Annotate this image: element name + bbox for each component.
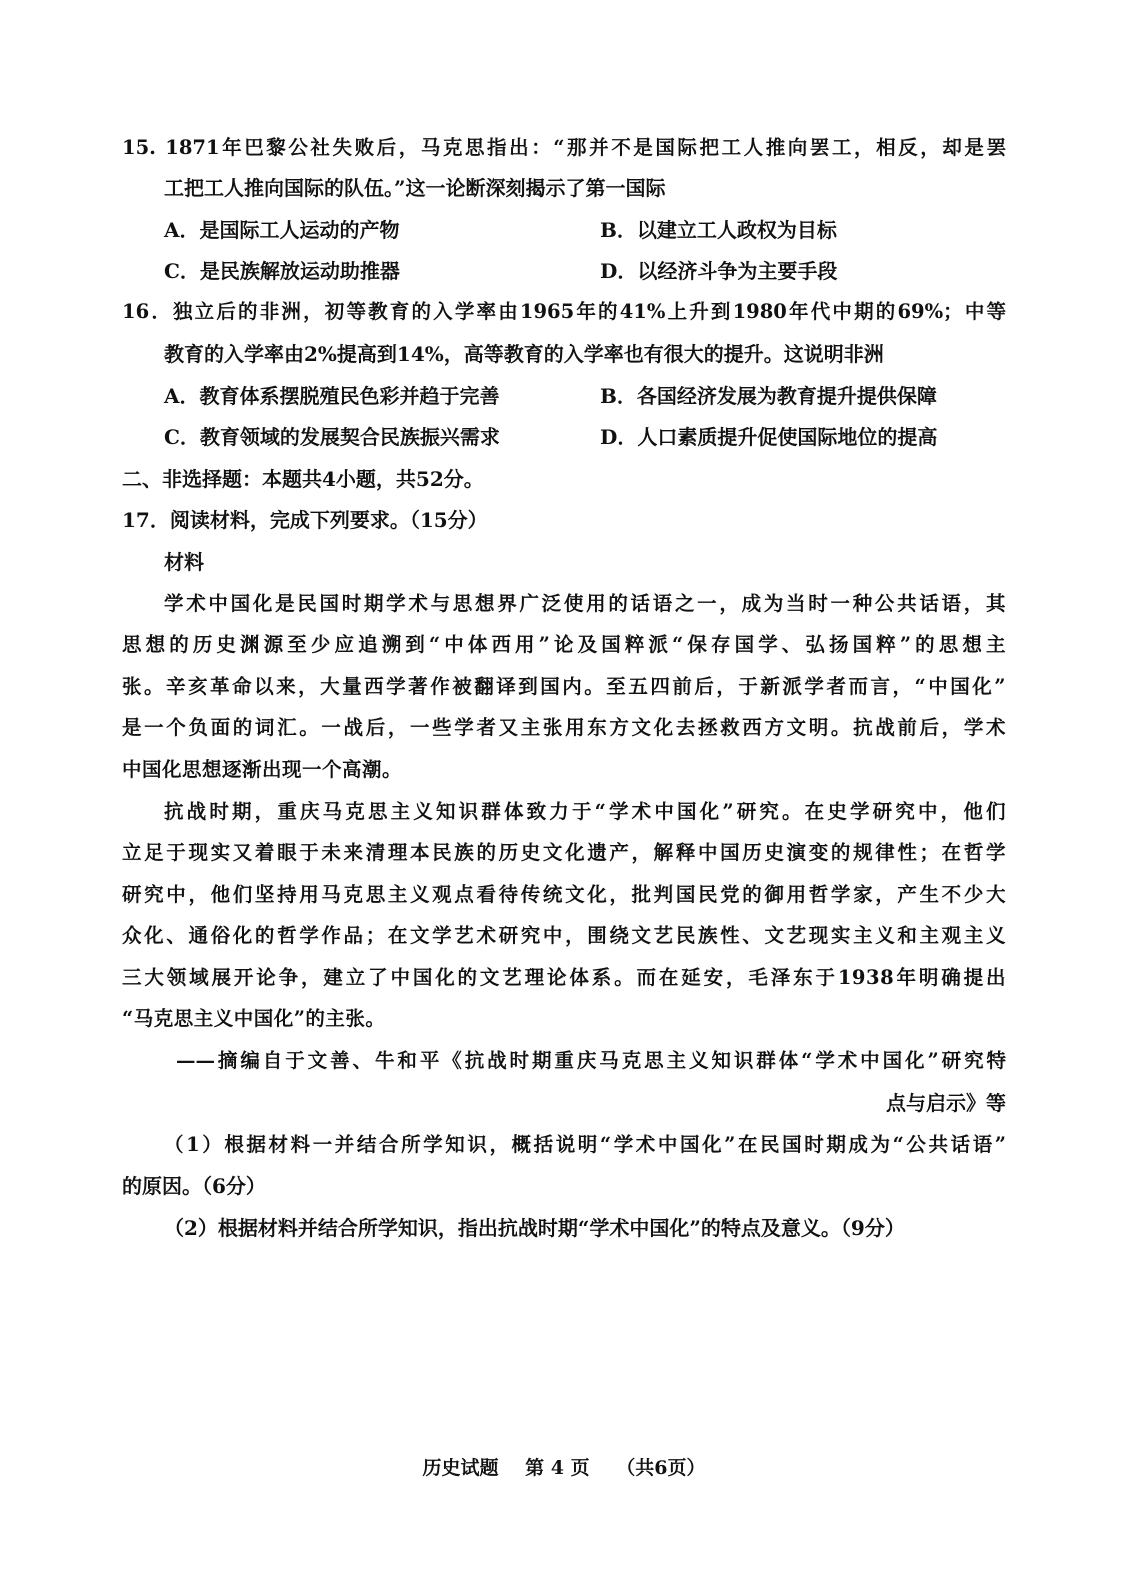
q16-line-2: 教育的入学率由2%提高到14%，高等教育的入学率也有很大的提升。这说明非洲 xyxy=(164,342,884,366)
material-label: 材料 xyxy=(164,550,204,574)
material-para2-line-5: 三大领域展开论争，建立了中国化的文艺理论体系。而在延安，毛泽东于1938年明确提出 xyxy=(122,966,1006,989)
material-para1-line-1: 学术中国化是民国时期学术与思想界广泛使用的话语之一，成为当时一种公共话语，其 xyxy=(164,592,1006,615)
q17-title: 17．阅读材料，完成下列要求。（15分） xyxy=(122,508,488,532)
q15-line-1: 15. 1871年巴黎公社失败后，马克思指出：“那并不是国际把工人推向罢工，相反，却是罢 xyxy=(122,136,1006,159)
q16-option-c: C．教育领域的发展契合民族振兴需求 xyxy=(164,425,500,449)
material-para1-line-5: 中国化思想逐渐出现一个高潮。 xyxy=(122,758,403,781)
q15-option-b: B．以建立工人政权为目标 xyxy=(600,218,837,242)
q16-option-b: B．各国经济发展为教育提升提供保障 xyxy=(600,384,937,408)
source-line-2: 点与启示》等 xyxy=(886,1091,1006,1115)
page-footer xyxy=(0,1453,1128,1480)
material-para1-line-4: 是一个负面的词汇。一战后，一些学者又主张用东方文化去拯救西方文明。抗战前后，学术 xyxy=(122,716,1006,739)
q16-option-a: A．教育体系摆脱殖民色彩并趋于完善 xyxy=(164,384,500,408)
material-para2-line-2: 立足于现实又着眼于未来清理本民族的历史文化遗产，解释中国历史演变的规律性；在哲学 xyxy=(122,841,1006,864)
material-para2-line-3: 研究中，他们坚持用马克思主义观点看待传统文化，批判国民党的御用哲学家，产生不少大 xyxy=(122,883,1006,906)
source-line-1: ——摘编自于文善、牛和平《抗战时期重庆马克思主义知识群体“学术中国化”研究特 xyxy=(176,1049,1006,1072)
footer-page-number: 第 4 页 xyxy=(525,1457,590,1479)
q16-option-d: D．人口素质提升促使国际地位的提高 xyxy=(600,425,938,449)
q15-line-2: 工把工人推向国际的队伍。”这一论断深刻揭示了第一国际 xyxy=(164,176,666,200)
material-para2-line-4: 众化、通俗化的哲学作品；在文学艺术研究中，围绕文艺民族性、文艺现实主义和主观主义 xyxy=(122,924,1006,947)
footer-total-pages: （共6页） xyxy=(616,1457,706,1479)
material-para1-line-2: 思想的历史渊源至少应追溯到“中体西用”论及国粹派“保存国学、弘扬国粹”的思想主 xyxy=(122,633,1006,656)
sub-question-1-line-1: （1）根据材料一并结合所学知识，概括说明“学术中国化”在民国时期成为“公共话语” xyxy=(164,1133,1006,1156)
q16-line-1: 16．独立后的非洲，初等教育的入学率由1965年的41%上升到1980年代中期的69%；中等 xyxy=(122,300,1006,323)
material-para1-line-3: 张。辛亥革命以来，大量西学著作被翻译到国内。至五四前后，于新派学者而言，“中国化” xyxy=(122,675,1006,698)
q15-option-c: C．是民族解放运动助推器 xyxy=(164,259,400,283)
sub-question-2: （2）根据材料并结合所学知识，指出抗战时期“学术中国化”的特点及意义。（9分） xyxy=(164,1216,905,1240)
footer-subject: 历史试题 xyxy=(422,1457,499,1479)
material-para2-line-1: 抗战时期，重庆马克思主义知识群体致力于“学术中国化”研究。在史学研究中，他们 xyxy=(164,800,1006,823)
section-2-heading: 二、非选择题：本题共4小题，共52分。 xyxy=(122,467,484,491)
material-para2-line-6: “马克思主义中国化”的主张。 xyxy=(122,1007,386,1030)
sub-question-1-line-2: 的原因。（6分） xyxy=(122,1174,266,1198)
q15-option-a: A．是国际工人运动的产物 xyxy=(164,218,400,242)
q15-option-d: D．以经济斗争为主要手段 xyxy=(600,259,838,283)
